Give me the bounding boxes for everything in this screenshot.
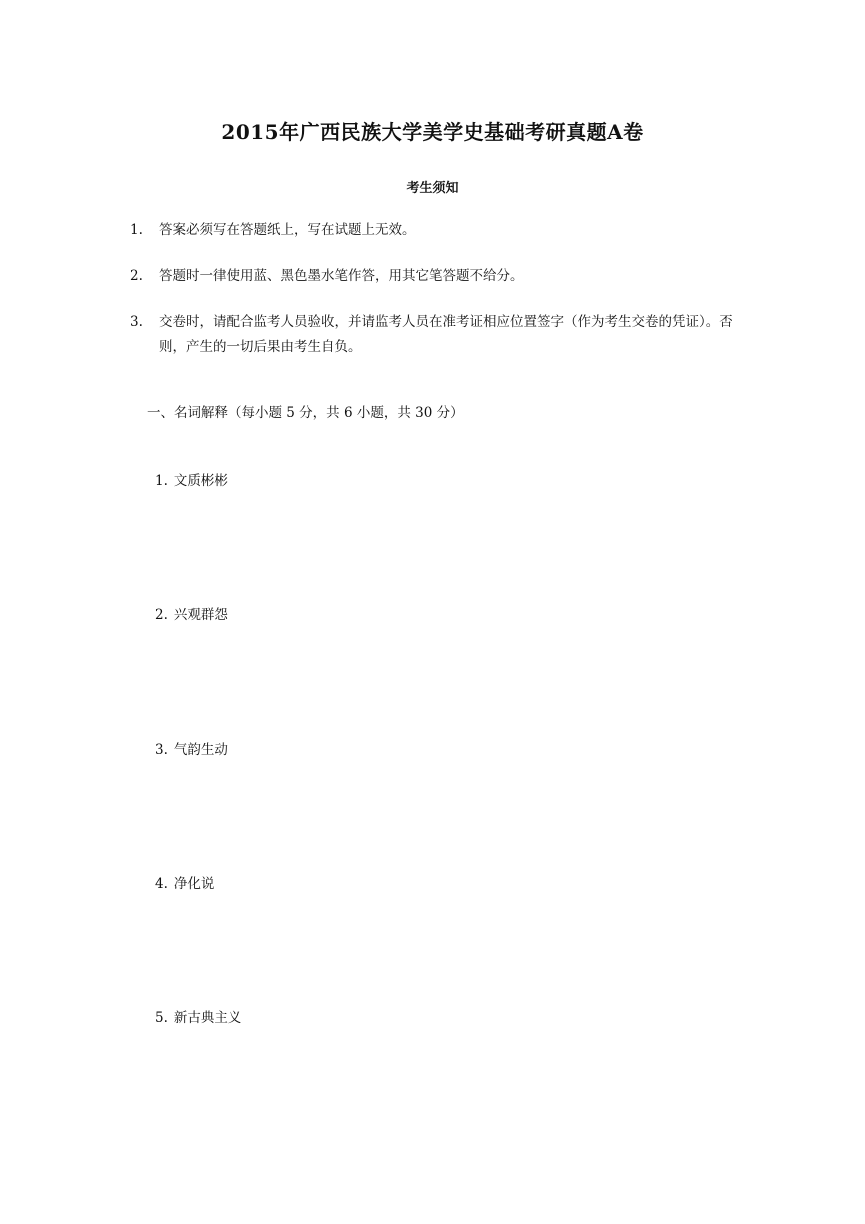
question-item (155, 1006, 241, 1026)
page-title: 2015年广西民族大学美学史基础考研真题A卷 (221, 120, 644, 144)
question-number: 1. (155, 473, 168, 489)
rule-text: 答案必须写在答题纸上，写在试题上无效。 (159, 222, 416, 238)
rule-text: 交卷时，请配合监考人员验收，并请监考人员在准考证相应位置签字（作为考生交卷的凭证）。否则，产生的一切后果由考生自负。 (159, 314, 733, 355)
rule-item (130, 264, 750, 289)
notice-heading: 考生须知 (406, 181, 459, 196)
rule-text: 答题时一律使用蓝、黑色墨水笔作答，用其它笔答题不给分。 (159, 268, 524, 284)
question-text: 兴观群怨 (173, 607, 228, 623)
question-item (155, 738, 228, 758)
question-number: 3. (155, 742, 168, 758)
question-number: 5. (155, 1010, 168, 1026)
question-text: 净化说 (173, 876, 215, 892)
question-text: 文质彬彬 (173, 473, 228, 489)
rule-number: 2. (130, 268, 143, 284)
question-number: 2. (155, 607, 168, 623)
question-item (155, 603, 228, 623)
question-text: 新古典主义 (173, 1010, 242, 1026)
question-text: 气韵生动 (173, 742, 228, 758)
question-number: 4. (155, 876, 168, 892)
rule-item (130, 310, 750, 360)
rule-number: 3. (130, 314, 143, 330)
section-heading: 一、名词解释（每小题 5 分，共 6 小题，共 30 分） (147, 405, 464, 421)
rule-item (130, 218, 750, 243)
question-item (155, 872, 214, 892)
rule-number: 1. (130, 222, 143, 238)
question-item (155, 469, 228, 489)
